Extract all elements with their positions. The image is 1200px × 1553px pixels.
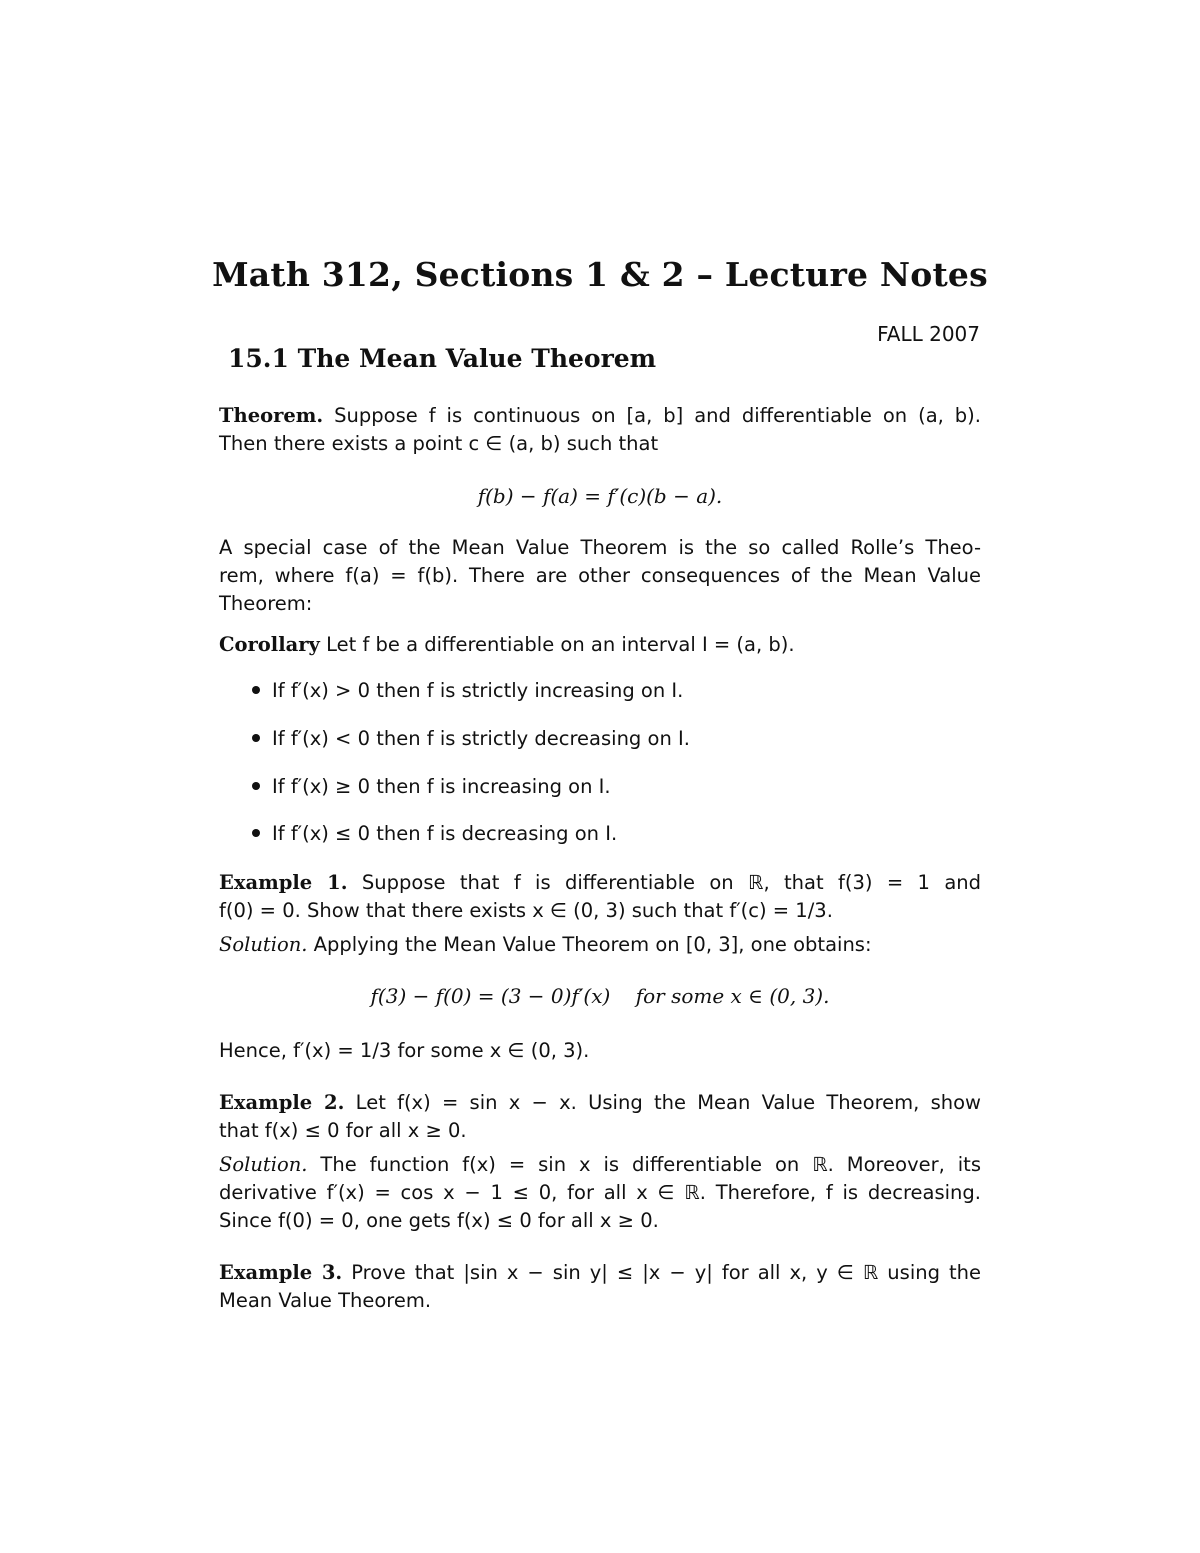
solution-text: The function f(x) = sin x is differentiable on ℝ. Moreover, its	[320, 1153, 981, 1176]
theorem-line-2: Then there exists a point c ∈ (a, b) such that	[219, 432, 659, 455]
theorem-block	[219, 402, 981, 458]
bullet-icon	[252, 829, 260, 837]
theorem-label: Theorem.	[219, 404, 324, 427]
bullet-text: If f′(x) > 0 then f is strictly increasing on I.	[272, 679, 684, 702]
bullet-icon	[252, 686, 260, 694]
example-3-block	[219, 1259, 981, 1315]
solution-label: Solution.	[219, 1153, 308, 1176]
list-item	[252, 822, 617, 845]
example-3-text: Prove that |sin x − sin y| ≤ |x − y| for all x, y ∈ ℝ using the	[351, 1261, 981, 1284]
example-1-solution	[219, 931, 981, 959]
example-1-conclusion-block	[219, 1037, 981, 1065]
bullet-text: If f′(x) < 0 then f is strictly decreasing on I.	[272, 727, 690, 750]
example-1-label: Example 1.	[219, 871, 348, 894]
example-1-equation: f(3) − f(0) = (3 − 0)f′(x) for some x ∈ (0, 3).	[370, 984, 830, 1008]
bullet-icon	[252, 782, 260, 790]
example-3-line-1	[219, 1259, 981, 1287]
corollary-block	[219, 631, 981, 659]
bullet-text: If f′(x) ≤ 0 then f is decreasing on I.	[272, 822, 618, 845]
example-1-text: Suppose that f is differentiable on ℝ, that f(3) = 1 and	[361, 871, 982, 894]
corollary-label: Corollary	[219, 633, 320, 656]
solution-label: Solution.	[219, 933, 308, 956]
section-heading: 15.1 The Mean Value Theorem	[228, 344, 657, 373]
bullet-text: If f′(x) ≥ 0 then f is increasing on I.	[272, 775, 611, 798]
corollary-line	[219, 631, 981, 659]
example-2-solution-line-3: Since f(0) = 0, one gets f(x) ≤ 0 for all x ≥ 0.	[219, 1209, 659, 1232]
example-3-line-2: Mean Value Theorem.	[219, 1289, 432, 1312]
remark-line-1: A special case of the Mean Value Theorem is the so called Rolle’s Theo-	[219, 536, 981, 559]
page-title: Math 312, Sections 1 & 2 – Lecture Notes	[212, 255, 988, 294]
remark-line-3: Theorem:	[219, 592, 313, 615]
remark-line-2: rem, where f(a) = f(b). There are other consequences of the Mean Value	[219, 564, 981, 587]
list-item	[252, 679, 683, 702]
bullet-icon	[252, 734, 260, 742]
theorem-equation: f(b) − f(a) = f′(c)(b − a).	[477, 484, 723, 508]
list-item	[252, 775, 611, 798]
term-label: FALL 2007	[877, 322, 980, 346]
remark-block	[219, 534, 981, 618]
list-item	[252, 727, 690, 750]
example-2-text: Let f(x) = sin x − x. Using the Mean Value Theorem, show	[355, 1091, 982, 1114]
solution-text: Applying the Mean Value Theorem on [0, 3], one obtains:	[313, 933, 872, 956]
example-2-block	[219, 1089, 981, 1235]
example-2-solution-line-1	[219, 1151, 981, 1179]
theorem-line-1	[219, 402, 981, 430]
example-1-block	[219, 869, 981, 959]
example-3-label: Example 3.	[219, 1261, 343, 1284]
example-2-label: Example 2.	[219, 1091, 345, 1114]
example-2-solution-line-2: derivative f′(x) = cos x − 1 ≤ 0, for all x ∈ ℝ. Therefore, f is decreasing.	[219, 1181, 981, 1204]
example-2-line-1	[219, 1089, 981, 1117]
example-1-line-2: f(0) = 0. Show that there exists x ∈ (0, 3) such that f′(c) = 1/3.	[219, 899, 833, 922]
example-1-line-1	[219, 869, 981, 897]
example-1-conclusion: Hence, f′(x) = 1/3 for some x ∈ (0, 3).	[219, 1039, 590, 1062]
corollary-text: Let f be a differentiable on an interval I = (a, b).	[326, 633, 795, 656]
theorem-text: Suppose f is continuous on [a, b] and differentiable on (a, b).	[334, 404, 981, 427]
example-2-line-2: that f(x) ≤ 0 for all x ≥ 0.	[219, 1119, 467, 1142]
